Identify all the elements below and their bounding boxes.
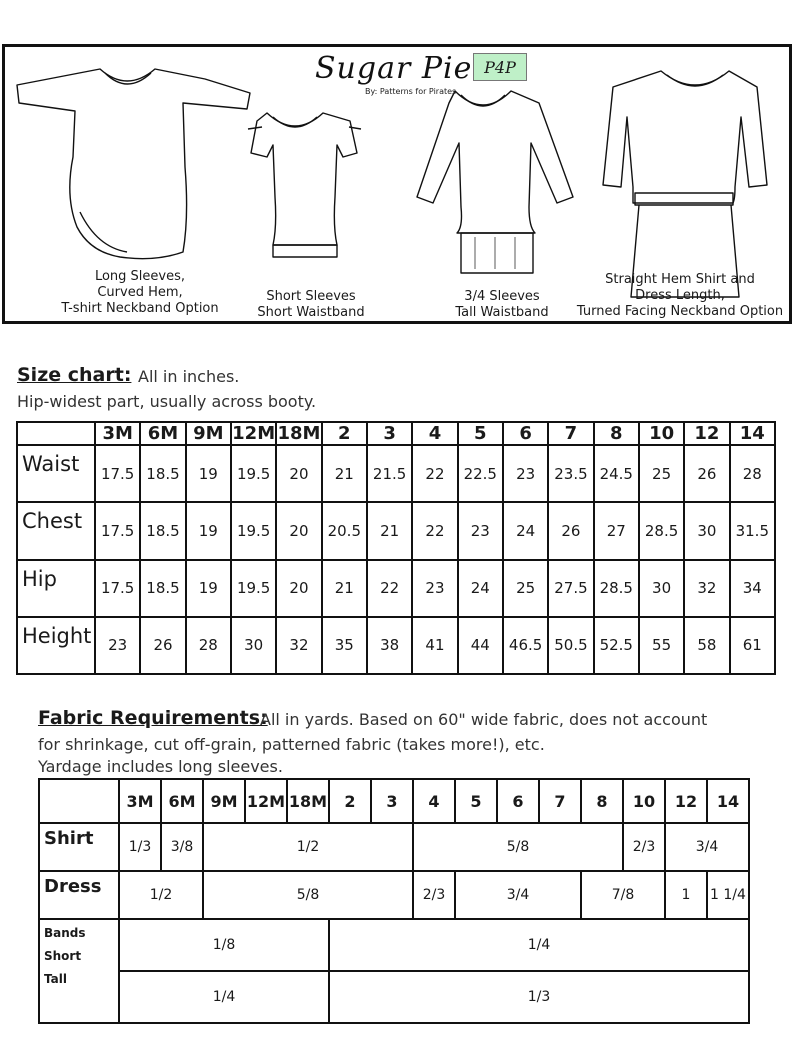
logo-subtitle: By: Patterns for Pirates xyxy=(365,87,457,96)
size-header-cell: 14 xyxy=(730,422,775,445)
measurement-cell: 24.5 xyxy=(594,445,639,502)
measurement-cell: 20 xyxy=(276,445,321,502)
size-header-cell: 2 xyxy=(329,779,371,823)
measurement-cell: 27.5 xyxy=(548,560,593,617)
row-label: Dress xyxy=(39,871,119,919)
size-header-cell: 5 xyxy=(458,422,503,445)
measurement-cell: 50.5 xyxy=(548,617,593,674)
size-header-cell: 6 xyxy=(503,422,548,445)
fabric-note-line-2: for shrinkage, cut off-grain, patterned fabric (takes more!), etc. xyxy=(38,735,545,754)
size-chart-row-chest xyxy=(17,502,775,559)
size-header-cell: 6M xyxy=(161,779,203,823)
caption-line: Short Waistband xyxy=(257,305,365,320)
caption-line: Straight Hem Shirt and xyxy=(605,272,755,287)
measurement-cell: 35 xyxy=(322,617,367,674)
caption-line: Short Sleeves xyxy=(266,289,356,304)
yardage-cell: 1 1/4 xyxy=(707,871,749,919)
size-header-cell: 6 xyxy=(497,779,539,823)
size-chart-row-height xyxy=(17,617,775,674)
logo-badge: P4P xyxy=(473,53,527,81)
measurement-cell: 24 xyxy=(503,502,548,559)
garment-view-dress-length xyxy=(603,71,767,297)
size-header-cell: 5 xyxy=(455,779,497,823)
caption-line: 3/4 Sleeves xyxy=(464,289,540,304)
measurement-cell: 26 xyxy=(548,502,593,559)
size-header-cell: 2 xyxy=(322,422,367,445)
measurement-cell: 55 xyxy=(639,617,684,674)
yardage-cell: 1/4 xyxy=(119,971,329,1023)
size-header-cell: 4 xyxy=(412,422,457,445)
measurement-cell: 19.5 xyxy=(231,445,276,502)
measurement-cell: 61 xyxy=(730,617,775,674)
caption-view-3 xyxy=(437,289,567,321)
hip-note: Hip-widest part, usually across booty. xyxy=(17,392,317,411)
measurement-cell: 21 xyxy=(322,445,367,502)
measurement-cell: 23 xyxy=(458,502,503,559)
measurement-cell: 23 xyxy=(412,560,457,617)
measurement-cell: 23 xyxy=(95,617,140,674)
fabric-row-shirt xyxy=(39,823,749,871)
garment-view-long-sleeve-curved-hem xyxy=(17,69,250,259)
row-label: Hip xyxy=(17,560,95,617)
measurement-cell: 21.5 xyxy=(367,445,412,502)
caption-line: Long Sleeves, xyxy=(94,269,186,284)
row-label: Shirt xyxy=(39,823,119,871)
size-chart-table xyxy=(16,421,776,675)
yardage-cell: 1/2 xyxy=(203,823,413,871)
measurement-cell: 18.5 xyxy=(140,560,185,617)
measurement-cell: 26 xyxy=(684,445,729,502)
measurement-cell: 23.5 xyxy=(548,445,593,502)
measurement-cell: 19.5 xyxy=(231,502,276,559)
yardage-cell: 5/8 xyxy=(413,823,623,871)
measurement-cell: 25 xyxy=(503,560,548,617)
measurement-cell: 20.5 xyxy=(322,502,367,559)
size-header-cell: 3M xyxy=(95,422,140,445)
measurement-cell: 44 xyxy=(458,617,503,674)
size-header-cell: 10 xyxy=(623,779,665,823)
caption-line: Turned Facing Neckband Option xyxy=(576,304,784,319)
corner-cell xyxy=(39,779,119,823)
size-header-cell: 6M xyxy=(140,422,185,445)
size-chart-row-hip xyxy=(17,560,775,617)
measurement-cell: 17.5 xyxy=(95,445,140,502)
row-label: Height xyxy=(17,617,95,674)
measurement-cell: 28.5 xyxy=(594,560,639,617)
measurement-cell: 30 xyxy=(684,502,729,559)
yardage-cell: 1/3 xyxy=(329,971,749,1023)
size-header-cell: 12 xyxy=(684,422,729,445)
measurement-cell: 20 xyxy=(276,560,321,617)
measurement-cell: 18.5 xyxy=(140,445,185,502)
bands-label-line: Bands xyxy=(44,926,86,940)
fabric-row-dress xyxy=(39,871,749,919)
measurement-cell: 25 xyxy=(639,445,684,502)
measurement-cell: 21 xyxy=(322,560,367,617)
caption-view-4 xyxy=(571,272,789,320)
size-chart-title: Size chart: xyxy=(17,364,132,386)
yardage-cell: 1/3 xyxy=(119,823,161,871)
measurement-cell: 24 xyxy=(458,560,503,617)
size-header-cell: 3M xyxy=(119,779,161,823)
yardage-cell: 2/3 xyxy=(623,823,665,871)
size-header-cell: 9M xyxy=(203,779,245,823)
measurement-cell: 19 xyxy=(186,502,231,559)
measurement-cell: 41 xyxy=(412,617,457,674)
measurement-cell: 31.5 xyxy=(730,502,775,559)
measurement-cell: 26 xyxy=(140,617,185,674)
size-chart-row-waist xyxy=(17,445,775,502)
size-chart-header-row xyxy=(17,422,775,445)
measurement-cell: 17.5 xyxy=(95,502,140,559)
size-header-cell: 10 xyxy=(639,422,684,445)
fabric-row-bands-tall xyxy=(39,971,749,1023)
caption-line: Tall Waistband xyxy=(455,305,549,320)
measurement-cell: 22 xyxy=(412,502,457,559)
measurement-cell: 30 xyxy=(231,617,276,674)
measurement-cell: 28 xyxy=(730,445,775,502)
bands-label-line: Short xyxy=(44,949,82,963)
measurement-cell: 19.5 xyxy=(231,560,276,617)
caption-view-2 xyxy=(241,289,381,321)
garment-view-three-quarter-sleeve xyxy=(417,91,573,273)
row-label: Chest xyxy=(17,502,95,559)
size-header-cell: 3 xyxy=(367,422,412,445)
size-header-cell: 9M xyxy=(186,422,231,445)
size-header-cell: 8 xyxy=(594,422,639,445)
measurement-cell: 28.5 xyxy=(639,502,684,559)
yardage-cell: 1/8 xyxy=(119,919,329,971)
size-header-cell: 7 xyxy=(548,422,593,445)
fabric-note-line-1: All in yards. Based on 60" wide fabric, does not account xyxy=(260,710,708,729)
yardage-cell: 3/4 xyxy=(455,871,581,919)
yardage-cell: 2/3 xyxy=(413,871,455,919)
fabric-note-line-3: Yardage includes long sleeves. xyxy=(38,757,283,776)
yardage-cell: 7/8 xyxy=(581,871,665,919)
measurement-cell: 20 xyxy=(276,502,321,559)
fabric-header-row xyxy=(39,779,749,823)
fabric-row-bands-short xyxy=(39,919,749,971)
bands-label-line: Tall xyxy=(44,972,67,986)
logo-title: Sugar Pie xyxy=(315,51,473,86)
caption-line: Dress Length, xyxy=(635,288,725,303)
yardage-cell: 5/8 xyxy=(203,871,413,919)
yardage-cell: 1/2 xyxy=(119,871,203,919)
measurement-cell: 46.5 xyxy=(503,617,548,674)
measurement-cell: 30 xyxy=(639,560,684,617)
garment-view-short-sleeve xyxy=(248,113,361,257)
measurement-cell: 18.5 xyxy=(140,502,185,559)
measurement-cell: 22 xyxy=(367,560,412,617)
size-header-cell: 14 xyxy=(707,779,749,823)
measurement-cell: 52.5 xyxy=(594,617,639,674)
size-header-cell: 18M xyxy=(287,779,329,823)
size-header-cell: 12M xyxy=(232,423,276,444)
measurement-cell: 19 xyxy=(186,560,231,617)
size-header-cell: 4 xyxy=(413,779,455,823)
size-chart-note: All in inches. xyxy=(138,367,240,386)
row-label: Waist xyxy=(17,445,95,502)
measurement-cell: 21 xyxy=(367,502,412,559)
measurement-cell: 19 xyxy=(186,445,231,502)
measurement-cell: 22 xyxy=(412,445,457,502)
measurement-cell: 32 xyxy=(276,617,321,674)
size-header-cell: 7 xyxy=(539,779,581,823)
size-header-cell: 3 xyxy=(371,779,413,823)
measurement-cell: 23 xyxy=(503,445,548,502)
fabric-title: Fabric Requirements: xyxy=(38,707,268,729)
bands-label xyxy=(39,919,119,1023)
yardage-cell: 3/8 xyxy=(161,823,203,871)
caption-line: T-shirt Neckband Option xyxy=(61,301,219,316)
measurement-cell: 38 xyxy=(367,617,412,674)
measurement-cell: 34 xyxy=(730,560,775,617)
size-header-cell: 12 xyxy=(665,779,707,823)
measurement-cell: 28 xyxy=(186,617,231,674)
fabric-requirements-table xyxy=(38,778,750,1024)
yardage-cell: 1 xyxy=(665,871,707,919)
yardage-cell: 1/4 xyxy=(329,919,749,971)
measurement-cell: 58 xyxy=(684,617,729,674)
size-header-cell: 8 xyxy=(581,779,623,823)
measurement-cell: 22.5 xyxy=(458,445,503,502)
yardage-cell: 3/4 xyxy=(665,823,749,871)
measurement-cell: 27 xyxy=(594,502,639,559)
size-header-cell: 12M xyxy=(245,779,287,823)
caption-line: Curved Hem, xyxy=(97,285,183,300)
caption-view-1 xyxy=(45,269,235,317)
corner-cell xyxy=(17,422,95,445)
pattern-views-panel xyxy=(2,44,792,324)
measurement-cell: 17.5 xyxy=(95,560,140,617)
size-header-cell: 18M xyxy=(277,423,321,444)
measurement-cell: 32 xyxy=(684,560,729,617)
